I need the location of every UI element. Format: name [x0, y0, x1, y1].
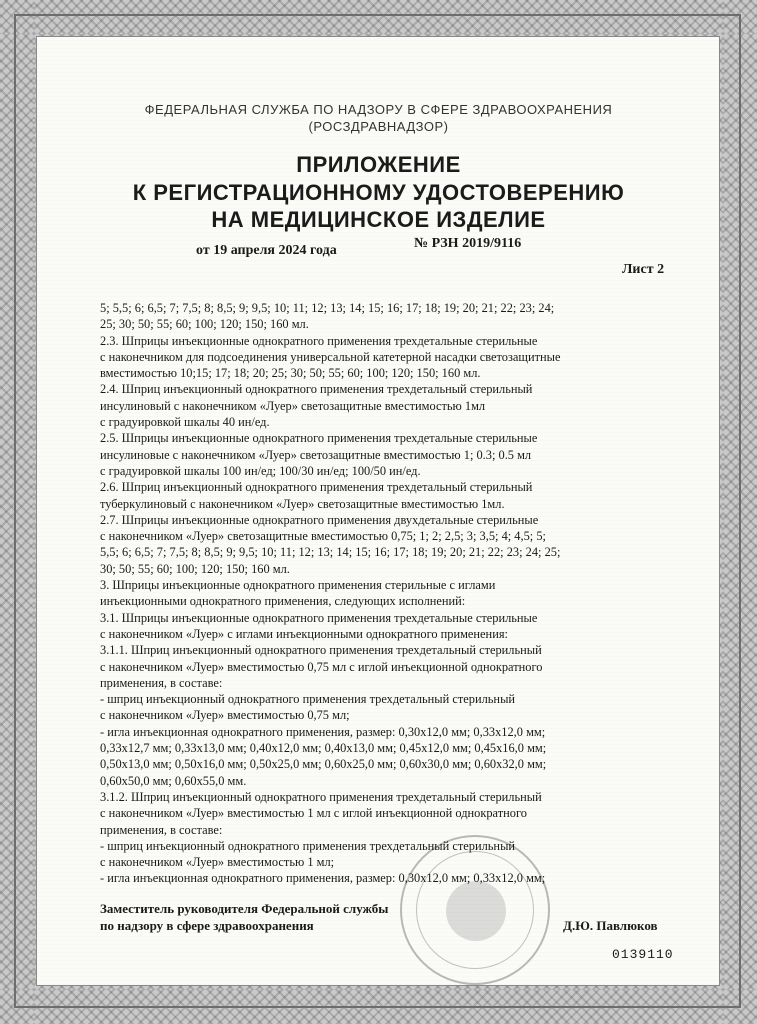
body-line: 3.1.2. Шприц инъекционный однократного применения трехдетальный стерильный: [100, 789, 542, 804]
body-line: инъекционными однократного применения, следующих исполнений:: [100, 594, 466, 609]
body-line: 2.7. Шприцы инъекционные однократного применения двухдетальные стерильные: [100, 512, 539, 527]
body-line: вместимостью 10;15; 17; 18; 20; 25; 30; 50; 55; 60; 100; 120; 150; 160 мл.: [100, 366, 481, 381]
signer-title-line-2: по надзору в сфере здравоохранения: [100, 918, 314, 933]
form-serial-number: 0139110: [612, 947, 674, 962]
document-body: [100, 300, 680, 887]
body-line: с наконечником «Луер» вместимостью 0,75 мл;: [100, 708, 350, 723]
page-title-line-3: НА МЕДИЦИНСКОЕ ИЗДЕЛИЕ: [211, 207, 546, 232]
body-line: 5; 5,5; 6; 6,5; 7; 7,5; 8; 8,5; 9; 9,5; 10; 11; 12; 13; 14; 15; 16; 17; 18; 19; 20; 21; 22; 23; 24;: [100, 301, 555, 315]
body-line: с градуировкой шкалы 100 ин/ед; 100/30 ин/ед; 100/50 ин/ед.: [100, 463, 421, 478]
body-line: 3.1. Шприцы инъекционные однократного применения трехдетальные стерильные: [100, 610, 538, 625]
page-title-line-2: К РЕГИСТРАЦИОННОМУ УДОСТОВЕРЕНИЮ: [132, 180, 625, 205]
body-line: с наконечником «Луер» вместимостью 0,75 мл с иглой инъекционной однократного: [100, 659, 543, 674]
body-line: 25; 30; 50; 55; 60; 100; 120; 150; 160 мл.: [100, 317, 309, 332]
agency-abbreviation: (РОСЗДРАВНАДЗОР): [308, 119, 449, 134]
body-line: 0,33х12,7 мм; 0,33х13,0 мм; 0,40х12,0 мм; 0,40х13,0 мм; 0,45х12,0 мм; 0,45х16,0 мм;: [100, 741, 547, 756]
body-line: 3. Шприцы инъекционные однократного применения стерильные с иглами: [100, 578, 496, 593]
body-line: применения, в составе:: [100, 822, 223, 837]
body-line: с градуировкой шкалы 40 ин/ед.: [100, 415, 270, 430]
body-line: 2.3. Шприцы инъекционные однократного применения трехдетальные стерильные: [100, 333, 538, 348]
body-line: с наконечником «Луер» светозащитные вместимостью 0,75; 1; 2; 2,5; 3; 3,5; 4; 4,5; 5;: [100, 529, 546, 544]
body-line: с наконечником «Луер» вместимостью 1 мл с иглой инъекционной однократного: [100, 806, 527, 821]
signer-title-line-1: Заместитель руководителя Федеральной службы: [100, 901, 389, 916]
body-line: 3.1.1. Шприц инъекционный однократного применения трехдетальный стерильный: [100, 643, 542, 658]
body-line: 5,5; 6; 6,5; 7; 7,5; 8; 8,5; 9; 9,5; 10; 11; 12; 13; 14; 15; 16; 17; 18; 19; 20; 21; 22; 23; 24; 25;: [100, 545, 561, 560]
body-line: - шприц инъекционный однократного применения трехдетальный стерильный: [100, 692, 516, 707]
body-line: 0,50х13,0 мм; 0,50х16,0 мм; 0,50х25,0 мм; 0,60х25,0 мм; 0,60х30,0 мм; 0,60х32,0 мм;: [100, 757, 547, 772]
body-line: применения, в составе:: [100, 675, 223, 690]
body-line: с наконечником «Луер» вместимостью 1 мл;: [100, 855, 335, 870]
page-title-line-1: ПРИЛОЖЕНИЕ: [296, 152, 461, 177]
body-line: инсулиновый с наконечником «Луер» светозащитные вместимостью 1мл: [100, 398, 486, 413]
sheet-number: Лист 2: [622, 262, 665, 277]
body-line: с наконечником «Луер» с иглами инъекционными однократного применения:: [100, 626, 508, 641]
issue-date: от 19 апреля 2024 года: [196, 243, 337, 258]
body-line: с наконечником для подсоединения универсальной катетерной насадки светозащитные: [100, 349, 561, 364]
body-line: - игла инъекционная однократного применения, размер: 0,30х12,0 мм; 0,33х12,0 мм;: [100, 724, 546, 739]
agency-name: ФЕДЕРАЛЬНАЯ СЛУЖБА ПО НАДЗОРУ В СФЕРЕ ЗДРАВООХРАНЕНИЯ: [144, 102, 613, 117]
body-line: - шприц инъекционный однократного применения трехдетальный стерильный: [100, 838, 516, 853]
signer-name: Д.Ю. Павлюков: [563, 918, 658, 933]
body-line: 0,60х50,0 мм; 0,60х55,0 мм.: [100, 773, 247, 788]
body-line: 30; 50; 55; 60; 100; 120; 150; 160 мл.: [100, 561, 290, 576]
body-line: инсулиновые с наконечником «Луер» светозащитные вместимостью 1; 0.3; 0.5 мл: [100, 447, 532, 462]
registration-number: № РЗН 2019/9116: [414, 236, 522, 251]
body-line: - игла инъекционная однократного применения, размер: 0,30х12,0 мм; 0,33х12,0 мм;: [100, 871, 546, 886]
body-line: 2.4. Шприц инъекционный однократного применения трехдетальный стерильный: [100, 382, 533, 397]
body-line: туберкулиновый с наконечником «Луер» светозащитные вместимостью 1мл.: [100, 496, 505, 511]
body-line: 2.5. Шприцы инъекционные однократного применения трехдетальные стерильные: [100, 431, 538, 446]
body-line: 2.6. Шприц инъекционный однократного применения трехдетальный стерильный: [100, 480, 533, 495]
